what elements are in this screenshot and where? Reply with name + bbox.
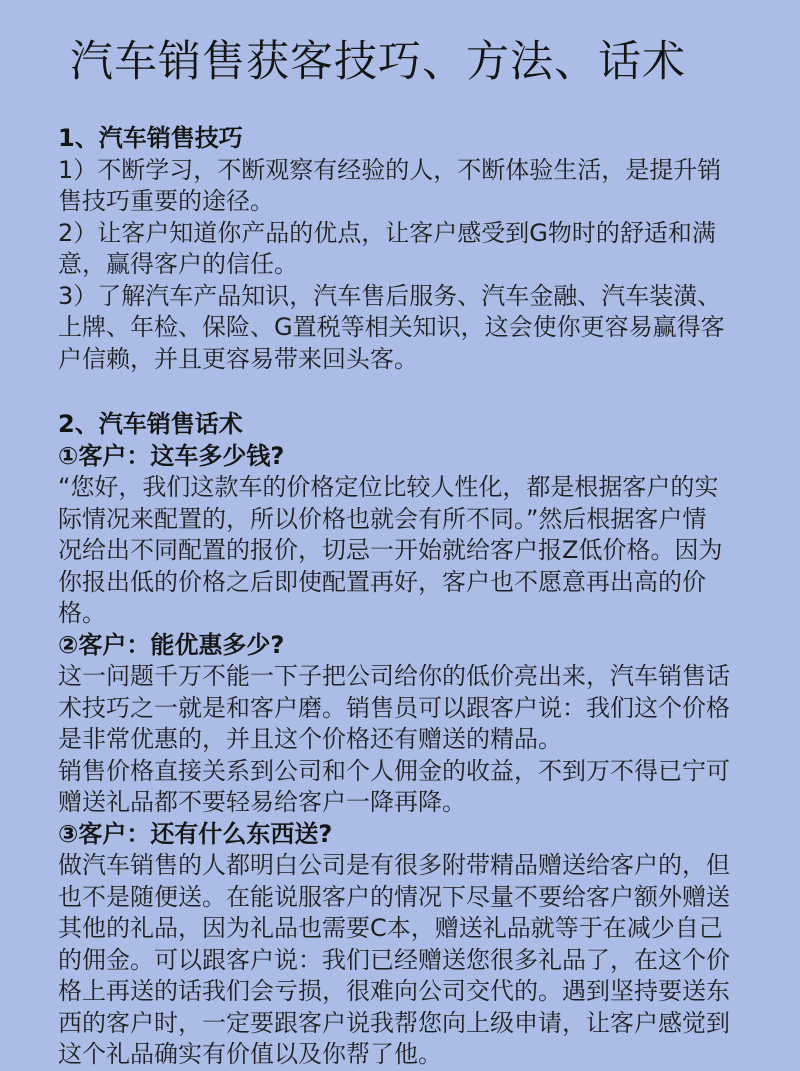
paragraph-line: 上牌、年检、保险、G置税等相关知识，这会使你更容易赢得客 [58, 313, 725, 341]
paragraph-line: 术技巧之一就是和客户磨。销售员可以跟客户说：我们这个价格 [58, 693, 730, 722]
paragraph-line: 赠送礼品都不要轻易给客户一降再降。 [58, 788, 466, 816]
paragraph-line: 这个礼品确实有价值以及你帮了他。 [58, 1040, 442, 1068]
paragraph-line: 是非常优惠的，并且这个价格还有赠送的精品。 [58, 725, 562, 753]
paragraph-line: 其他的礼品，因为礼品也需要C本，赠送礼品就等于在减少自己 [58, 914, 723, 942]
paragraph-line: 做汽车销售的人都明白公司是有很多附带精品赠送给客户的，但 [58, 851, 730, 879]
section-heading: 1、汽车销售技巧 [58, 124, 243, 152]
paragraph-line: “您好，我们这款车的价格定位比较人性化，都是根据客户的实 [58, 473, 719, 501]
paragraph-line: 2）让客户知道你产品的优点，让客户感受到G物时的舒适和满 [58, 218, 716, 247]
paragraph-line: 1）不断学习，不断观察有经验的人，不断体验生活，是提升销 [58, 155, 722, 184]
paragraph-line: 格上再送的话我们会亏损，很难向公司交代的。遇到坚持要送东 [58, 977, 730, 1005]
paragraph-line: 格。 [58, 599, 106, 627]
paragraph-line: 西的客户时，一定要跟客户说我帮您向上级申请，让客户感觉到 [58, 1008, 730, 1037]
page-title: 汽车销售获客技巧、方法、话术 [70, 37, 686, 87]
paragraph-line: 3）了解汽车产品知识，汽车售后服务、汽车金融、汽车装潢、 [58, 281, 722, 310]
paragraph-line: 况给出不同配置的报价，切忌一开始就给客户报Z低价格。因为 [58, 536, 723, 564]
paragraph-line: 户信赖，并且更容易带来回头客。 [58, 344, 418, 373]
paragraph-line: 也不是随便送。在能说服客户的情况下尽量不要给客户额外赠送 [58, 882, 730, 911]
question-heading: ②客户：能优惠多少? [58, 630, 285, 659]
section-heading: 2、汽车销售话术 [58, 410, 243, 438]
section-sales-skills [58, 123, 756, 375]
paragraph-line: 的佣金。可以跟客户说：我们已经赠送您很多礼品了，在这个价 [58, 945, 730, 974]
paragraph-line: 售技巧重要的途径。 [58, 187, 274, 215]
section-sales-scripts [58, 409, 756, 1071]
paragraph-line: 际情况来配置的，所以价格也就会有所不同。”然后根据客户情 [58, 504, 707, 533]
question-heading: ③客户：还有什么东西送? [58, 819, 333, 848]
paragraph-line: 意，赢得客户的信任。 [58, 250, 298, 278]
paragraph-line: 这一问题千万不能一下子把公司给你的低价亮出来，汽车销售话 [58, 662, 730, 690]
paragraph-line: 销售价格直接关系到公司和个人佣金的收益，不到万不得已宁可 [58, 756, 730, 785]
paragraph-line: 你报出低的价格之后即使配置再好，客户也不愿意再出高的价 [58, 567, 706, 596]
question-heading: ①客户：这车多少钱? [58, 441, 285, 470]
